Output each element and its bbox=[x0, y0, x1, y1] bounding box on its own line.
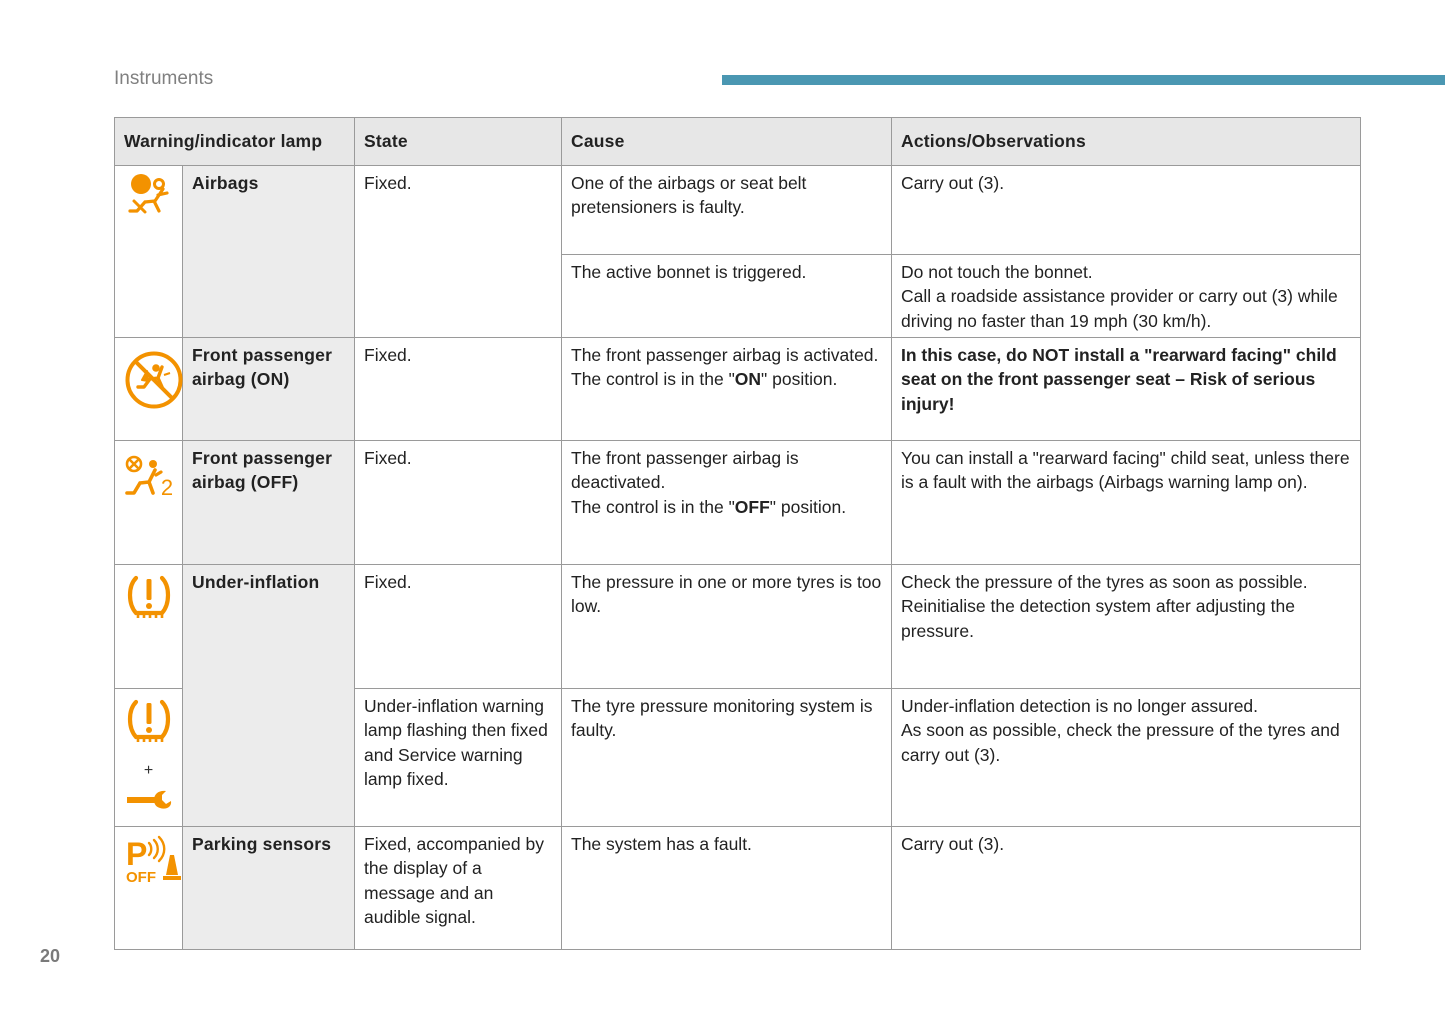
column-header-cause: Cause bbox=[562, 118, 892, 166]
column-header-lamp: Warning/indicator lamp bbox=[115, 118, 355, 166]
cause-line: The front passenger airbag is activated. bbox=[571, 345, 879, 365]
state-cell: Fixed, accompanied by the display of a message and an audible signal. bbox=[355, 827, 562, 950]
cause-cell: The tyre pressure monitoring system is faulty. bbox=[562, 689, 892, 827]
state-cell: Fixed. bbox=[355, 338, 562, 441]
action-cell: Carry out (3). bbox=[892, 827, 1361, 950]
lamp-name: Airbags bbox=[183, 166, 355, 338]
control-position: ON bbox=[734, 369, 762, 390]
cause-cell: One of the airbags or seat belt pretensioners is faulty. bbox=[562, 166, 892, 255]
cause-cell: The system has a fault. bbox=[562, 827, 892, 950]
parking-off-label: OFF bbox=[126, 869, 156, 886]
state-cell: Fixed. bbox=[355, 565, 562, 689]
section-title: Instruments bbox=[114, 68, 214, 89]
cause-text: " position. bbox=[761, 369, 838, 390]
icon-cell bbox=[115, 338, 183, 441]
icon-cell bbox=[115, 441, 183, 565]
cause-cell: The active bonnet is triggered. bbox=[562, 255, 892, 338]
action-cell bbox=[892, 689, 1361, 827]
table-row-passenger-airbag-off bbox=[115, 441, 1361, 565]
airbag-off-digit: 2 bbox=[160, 475, 174, 499]
action-cell bbox=[892, 255, 1361, 338]
table-row-passenger-airbag-on bbox=[115, 338, 1361, 441]
action-cell: In this case, do NOT install a "rearward facing" child seat on the front passenger seat – Risk of serious injury! bbox=[892, 338, 1361, 441]
state-cell: Fixed. bbox=[355, 441, 562, 565]
table-row-under-inflation bbox=[115, 565, 1361, 689]
icon-cell bbox=[115, 166, 183, 338]
cause-text: " position. bbox=[769, 496, 847, 517]
table-header-row bbox=[115, 118, 1361, 166]
passenger-airbag-off-icon bbox=[124, 455, 176, 499]
page-number: 20 bbox=[40, 946, 61, 966]
action-cell bbox=[892, 565, 1361, 689]
action-line: Under-inflation detection is no longer assured. bbox=[901, 696, 1259, 716]
parking-p-letter: P bbox=[126, 836, 148, 872]
column-header-actions: Actions/Observations bbox=[892, 118, 1361, 166]
cause-cell bbox=[562, 338, 892, 441]
warning-lamps-table bbox=[114, 117, 1361, 950]
cause-text: The control is in the " bbox=[571, 369, 735, 390]
plus-sign: + bbox=[143, 762, 154, 780]
wrench-icon bbox=[124, 789, 174, 811]
action-line: Do not touch the bonnet. bbox=[901, 262, 1093, 282]
lamp-name: Parking sensors bbox=[183, 827, 355, 950]
lamp-name: Under-inflation bbox=[183, 565, 355, 827]
control-position: OFF bbox=[734, 496, 770, 517]
cause-line bbox=[571, 495, 882, 519]
cause-cell: The pressure in one or more tyres is too low. bbox=[562, 565, 892, 689]
icon-cell bbox=[115, 827, 183, 950]
cause-line: The front passenger airbag is deactivated. bbox=[571, 448, 799, 493]
lamp-name: Front passenger airbag (ON) bbox=[183, 338, 355, 441]
airbag-icon bbox=[125, 171, 173, 217]
action-line: As soon as possible, check the pressure of the tyres and carry out (3). bbox=[901, 720, 1340, 765]
icon-cell bbox=[115, 565, 183, 689]
column-header-state: State bbox=[355, 118, 562, 166]
cause-cell bbox=[562, 441, 892, 565]
table-row-parking-sensors bbox=[115, 827, 1361, 950]
tyre-pressure-icon bbox=[124, 573, 174, 621]
action-cell: You can install a "rearward facing" child seat, unless there is a fault with the airbags (Airbags warning lamp on). bbox=[892, 441, 1361, 565]
cause-line bbox=[571, 367, 882, 391]
tyre-pressure-icon bbox=[124, 697, 174, 745]
lamp-name: Front passenger airbag (OFF) bbox=[183, 441, 355, 565]
icon-cell bbox=[115, 689, 183, 827]
action-line: Call a roadside assistance provider or carry out (3) while driving no faster than 19 mph (30 km/h). bbox=[901, 286, 1338, 331]
state-cell: Under-inflation warning lamp flashing then fixed and Service warning lamp fixed. bbox=[355, 689, 562, 827]
parking-sensors-off-icon bbox=[124, 835, 182, 887]
table-row-airbags bbox=[115, 166, 1361, 255]
passenger-airbag-on-icon bbox=[124, 350, 184, 410]
action-line: Check the pressure of the tyres as soon as possible. bbox=[901, 572, 1308, 592]
state-cell: Fixed. bbox=[355, 166, 562, 338]
cause-text: The control is in the " bbox=[571, 496, 735, 517]
action-cell: Carry out (3). bbox=[892, 166, 1361, 255]
header-accent-bar bbox=[722, 75, 1445, 85]
action-line: Reinitialise the detection system after adjusting the pressure. bbox=[901, 596, 1295, 641]
